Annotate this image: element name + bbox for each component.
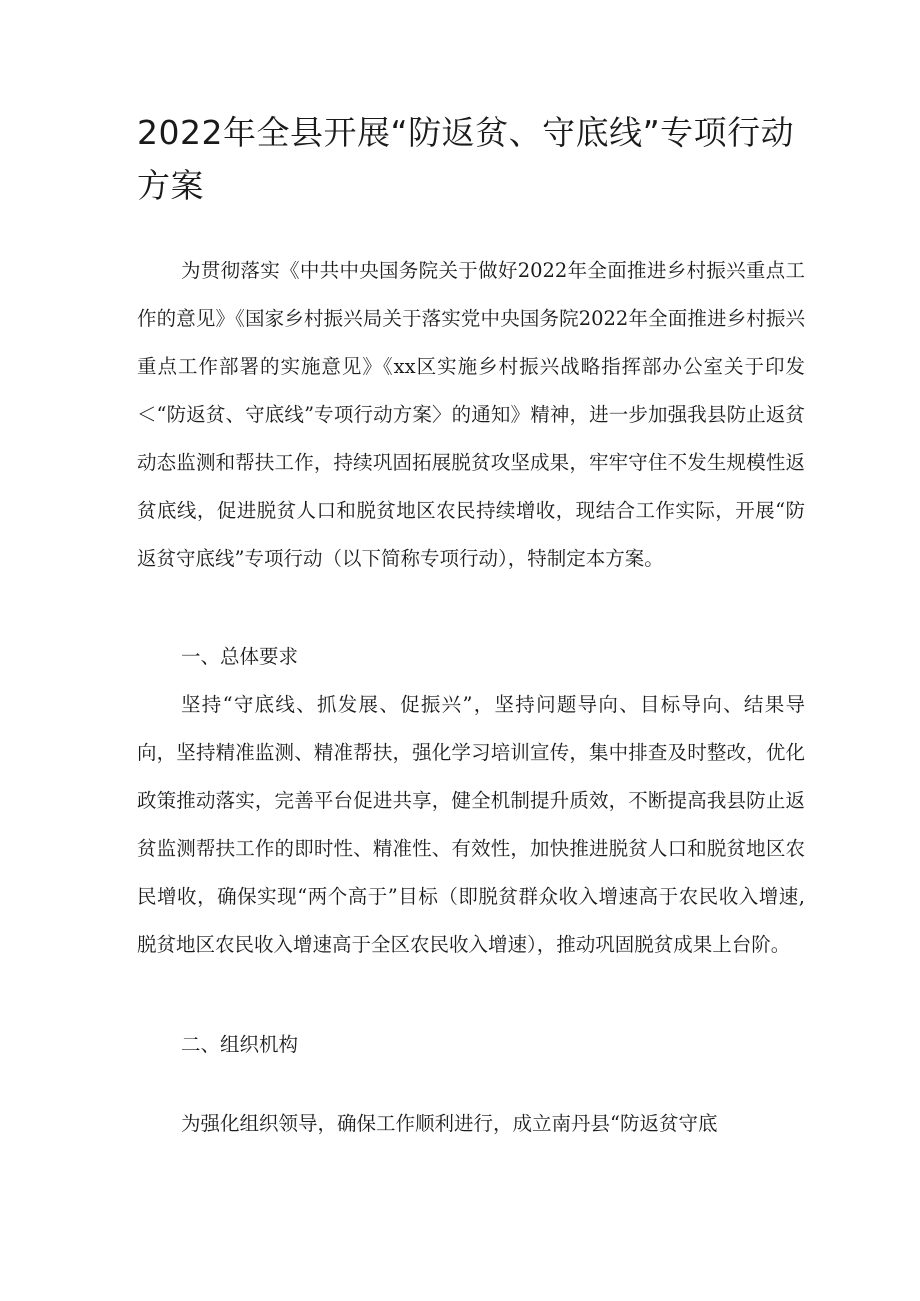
document-title: 2022年全县开展“防返贫、守底线”专项行动方案 [137,113,795,205]
section-heading-general-requirements: 一、总体要求 [181,645,299,668]
section-heading-organization: 二、组织机构 [181,1033,299,1056]
organization-paragraph: 为强化组织领导，确保工作顺利进行，成立南丹县“防返贫守底 [181,1112,718,1135]
general-requirements-paragraph: 坚持“守底线、抓发展、促振兴”，坚持问题导向、目标导向、结果导向，坚持精准监测、精准帮扶，强化学习培训宣传，集中排查及时整改，优化政策推动落实，完善平台促进共享，健全机制提升质效，不断提高我县防止返贫监测帮扶工作的即时性、精准性、有效性，加快推进脱贫人口和脱贫地区农民增收，确保实现“两个高于”目标（即脱贫群众收入增速高于农民收入增速,脱贫地区农民收入增速高于全区农民收入增速），推动巩固脱贫成果上台阶。 [137,693,805,956]
intro-paragraph: 为贯彻落实《中共中央国务院关于做好2022年全面推进乡村振兴重点工作的意见》《国家乡村振兴局关于落实党中央国务院2022年全面推进乡村振兴重点工作部署的实施意见》《xx区实施乡村振兴战略指挥部办公室关于印发＜“防返贫、守底线”专项行动方案〉的通知》精神，进一步加强我县防止返贫动态监测和帮扶工作，持续巩固拓展脱贫攻坚成果，牢牢守住不发生规模性返贫底线，促进脱贫人口和脱贫地区农民持续增收，现结合工作实际，开展“防返贫守底线”专项行动（以下简称专项行动），特制定本方案。 [137,259,805,570]
